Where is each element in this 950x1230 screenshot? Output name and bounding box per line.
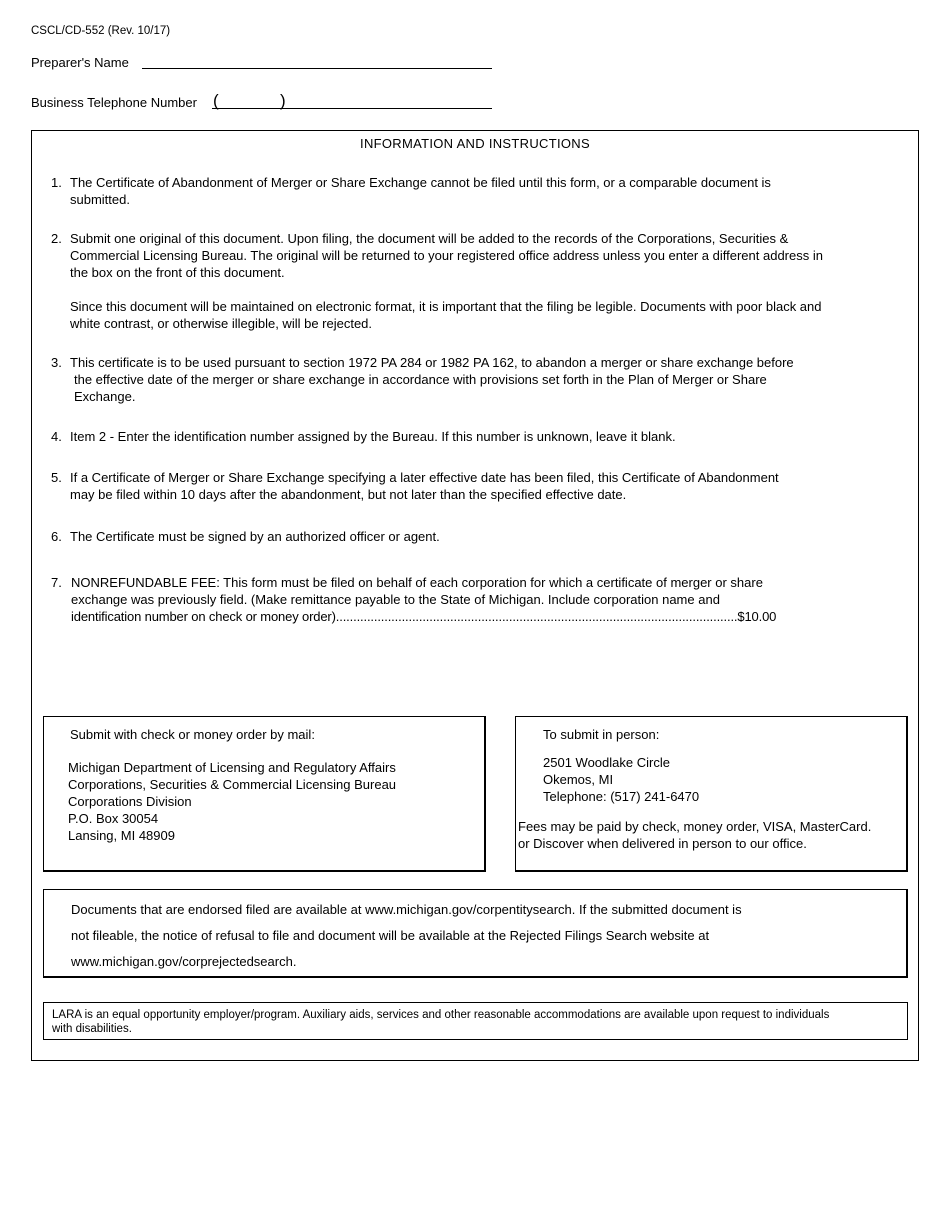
instruction-line: exchange was previously field. (Make remittance payable to the State of Michigan. Include corporation name and	[71, 592, 720, 607]
fee-line: identification number on check or money order)....................................................................................................................$10.00	[71, 609, 777, 624]
instruction-line: This certificate is to be used pursuant to section 1972 PA 284 or 1982 PA 162, to abandon a merger or share exchange before	[70, 355, 794, 370]
instruction-line: submitted.	[70, 192, 130, 207]
documents-line: Documents that are endorsed filed are available at www.michigan.gov/corpentitysearch. If the submitted document is	[71, 902, 742, 917]
mail-address-line: Michigan Department of Licensing and Regulatory Affairs	[68, 760, 396, 775]
mail-address-line: Corporations, Securities & Commercial Licensing Bureau	[68, 777, 397, 792]
item-number: 1.	[51, 175, 62, 190]
mail-address-line: Lansing, MI 48909	[68, 828, 175, 843]
business-phone-label: Business Telephone Number	[31, 95, 197, 110]
documents-line: not fileable, the notice of refusal to file and document will be available at the Rejected Filings Search website at	[71, 928, 710, 943]
item-number: 5.	[51, 470, 62, 485]
mail-address-line: P.O. Box 30054	[68, 811, 159, 826]
phone-close-paren: )	[280, 91, 286, 110]
preparer-name-label: Preparer's Name	[31, 55, 129, 70]
fees-line: Fees may be paid by check, money order, VISA, MasterCard.	[518, 819, 872, 834]
in-person-line: Telephone: (517) 241-6470	[543, 789, 700, 804]
item-number: 7.	[51, 575, 62, 590]
instruction-line: NONREFUNDABLE FEE: This form must be filed on behalf of each corporation for which a certificate of merger or share	[71, 575, 763, 590]
item-number: 3.	[51, 355, 62, 370]
instruction-line: Exchange.	[74, 389, 136, 404]
instruction-line: the box on the front of this document.	[70, 265, 285, 280]
instruction-line: Item 2 - Enter the identification number assigned by the Bureau. If this number is unknown, leave it blank.	[70, 429, 676, 444]
instructions-title: INFORMATION AND INSTRUCTIONS	[360, 136, 590, 151]
instruction-line: The Certificate must be signed by an authorized officer or agent.	[70, 529, 440, 544]
item-number: 2.	[51, 231, 62, 246]
documents-line: www.michigan.gov/corprejectedsearch.	[71, 954, 297, 969]
instruction-line: Since this document will be maintained on electronic format, it is important that the filing be legible. Documents with poor black and	[70, 299, 822, 314]
in-person-title: To submit in person:	[543, 727, 660, 742]
business-phone-field[interactable]	[212, 108, 492, 109]
in-person-line: Okemos, MI	[543, 772, 614, 787]
form-id: CSCL/CD-552 (Rev. 10/17)	[31, 25, 171, 37]
item-number: 6.	[51, 529, 62, 544]
fees-line: or Discover when delivered in person to our office.	[518, 836, 807, 851]
instruction-line: the effective date of the merger or share exchange in accordance with provisions set forth in the Plan of Merger or Share	[74, 372, 767, 387]
in-person-line: 2501 Woodlake Circle	[543, 755, 670, 770]
mail-address-line: Corporations Division	[68, 794, 192, 809]
preparer-name-field[interactable]	[142, 68, 492, 69]
instruction-line: may be filed within 10 days after the abandonment, but not later than the specified effective date.	[70, 487, 627, 502]
lara-notice-line: with disabilities.	[52, 1023, 132, 1035]
mail-box-title: Submit with check or money order by mail:	[70, 727, 315, 742]
lara-notice-line: LARA is an equal opportunity employer/program. Auxiliary aids, services and other reasonable accommodations are available upon request to individuals	[52, 1009, 830, 1021]
instruction-line: The Certificate of Abandonment of Merger or Share Exchange cannot be filed until this form, or a comparable document is	[70, 175, 771, 190]
item-number: 4.	[51, 429, 62, 444]
phone-open-paren: (	[213, 91, 219, 110]
instruction-line: white contrast, or otherwise illegible, will be rejected.	[70, 316, 373, 331]
instruction-line: Submit one original of this document. Upon filing, the document will be added to the records of the Corporations, Securities &	[70, 231, 789, 246]
instruction-line: Commercial Licensing Bureau. The original will be returned to your registered office address unless you enter a different address in	[70, 248, 823, 263]
instruction-line: If a Certificate of Merger or Share Exchange specifying a later effective date has been filed, this Certificate of Abandonment	[70, 470, 779, 485]
